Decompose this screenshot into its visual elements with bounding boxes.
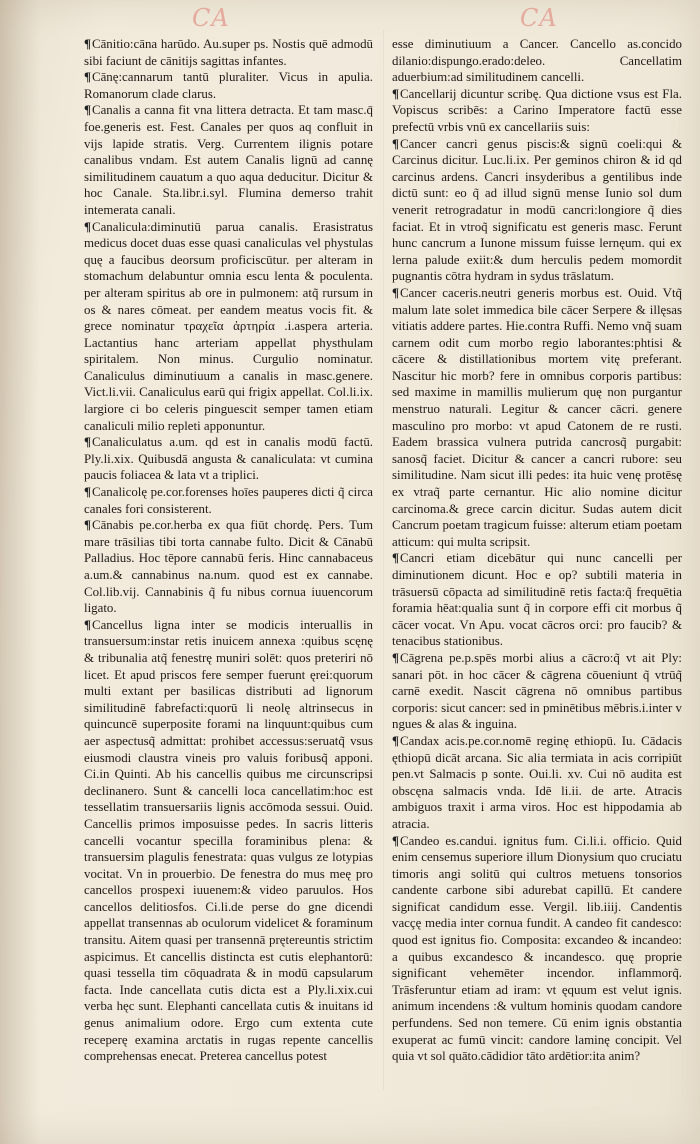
running-head-right: CA xyxy=(520,4,558,32)
pilcrow-icon: ¶ xyxy=(84,435,91,450)
pilcrow-icon: ¶ xyxy=(392,86,399,101)
pilcrow-icon: ¶ xyxy=(392,650,399,665)
pilcrow-icon: ¶ xyxy=(84,37,91,51)
entry-text: Canalis a canna fit vna littera detracta. Et tam masc.q̄ foe.generis est. Fest. Canales per quos aq confluit in vijs lapide stratis. Verg. Currentem ilignis potare canalibus vndam. Est autem Canalis lignū ad cannę similitudinem cauatum a quo aqua deducitur. Dicitur & hoc Canale. Sta.libr.i.syl. Flumina demerso trahit intemerata canali. xyxy=(84,103,373,217)
entry-text: Canalicula:diminutiū parua canalis. Erasistratus medicus docet duas esse quasi canaliculas vel phystulas quę a faucibus deorsum proficiscūtur. per alteram in stomachum delabuntur omnia escu lenta & poculenta. per alteram spiritus ab ore in pulmonem: atq̃ rursum in os & nares cōmeat. per eandem meatus vocis fit. & grece nominatur τραχεῖα ἀρτηρία .i.aspera arteria. Lactantius hanc arteriam appellat physthulam spiritalem. Non minus. Curgulio nominatur. Canaliculus diminutiuum a canalis in masc.genere. Vict.li.vii. Canaliculus earū qui frigix appellat. Col.li.ix. largiore ci bo celeris pinguescit semper tamen etiam canaliculi milio repleti apponuntur. xyxy=(84,219,373,433)
entry-text: Cānabis pe.cor.herba ex qua fiūt chordę. Pers. Tum mare trāsilias tibi torta cannabe fulto. Dicit & Cānabū Palladius. Hoc tēpore cannabū feris. Hinc cannabaceus a.um.& cannabinus na.num. quod est ex cannabe. Col.lib.vij. Cannabinis q̃ fu nibus cornua iuuencorum ligato. xyxy=(84,518,373,616)
entry-text: Cancer caceris.neutri generis morbus est. Ouid. Vtq̃ malum late solet immedica bile cācer Serpere & illęsas vitiatis addere partes. Hie.contra Ruffi. Nemo vnq̃ suam carnem odit cum morbo regio laborantes:phtisi & cācere & distillationibus mortem vitę preferant. Nascitur hic morb? fere in omnibus corporis partibus: sed maxime in mamillis mulierum quę non purgantur menstruo naturali. Legitur & cancer cācri. genere masculino pro morbo: vt apud Catonem de re rusti. Eadem brassica vulnera putrida cancrosq̃ purgabit: sanosq̃ faciet. Dicitur & cancer a cancri rubore: seu similitudine. Nam sicut illi pedes: ita huic venę protēsę ex vtraq̃ parte cernantur. Hic alio nomine dicitur carcinoma.& grece carcin dicitur. Sudas autem dicit Cancrum poetam tragicum fuisse: alterum etiam poetam atticum: qui multa scripsit. xyxy=(392,285,682,549)
entry-text: Candeo es.candui. ignitus fum. Ci.li.i. officio. Quid enim censemus superiore illum Dionysium quo cruciatu timoris angi solitū qui cultros metuens tonsorios candente carbone sibi adurebat capillū. Et candere significat candidum esse. Vergil. lib.iiij. Candentis vacçę media inter cornua fundit. A candeo fit candesco: quod est ignitus fio. Composita: excandeo & incandeo: a quibus excandesco & incandesco. quę proprie significant vehemēter incendor. inflammorq̃. Trāsferuntur etiam ad iram: vt ęquum est velut ignis. animum incendens :& vultum hominis quodam candore perfundens. Sed non temere. Cū enim ignis obstantia exuperat ac fumū vincit: candore laminę concipit. Vel quia vt sol quāto.cādidior tāto ardētior:ita anim? xyxy=(392,833,682,1064)
entry-text: Candax acis.pe.cor.nomē reginę ethiopū. Iu. Cādacis ęthiopū dicāt arcana. Sic alia termiata in acis corripiūt pen.vt Salmacis p sonte. Oui.li. xv. Cui nō audita est obscęna salmacis vnda. Idē li.ii. de arte. Atracis ambiguos traxit i arma viros. Hoc est hippodamia ab atracia. xyxy=(392,733,682,831)
entry-text: Canalicolę pe.cor.forenses hoīes pauperes dicti q̃ circa canales fori consisterent. xyxy=(84,485,373,516)
pilcrow-icon: ¶ xyxy=(84,485,91,500)
entry-text: Cānitio:cāna harūdo. Au.super ps. Nostis quē admodū sibi faciunt de cānitijs sagittas infantes. xyxy=(84,37,373,68)
entry-canitio xyxy=(84,36,373,69)
entry-cancri xyxy=(392,550,682,650)
entry-canalicula xyxy=(84,219,373,435)
entry-text: Cāgrena pe.p.spēs morbi alius a cācro:q̃ vt ait Ply: sanari pōt. in hoc cācer & cāgrena cōueniunt q̃ vtrūq̃ carnē exedit. Nascit cāgrena nō omnibus partibus corporis: sicut cancer: sed in pminētibus mēbris.i.inter v ngues & alas & inguina. xyxy=(392,650,682,732)
entry-cancellus xyxy=(84,617,373,1065)
entry-cannae xyxy=(84,69,373,102)
entry-text: Cancellarij dicuntur scribę. Qua dictione vsus est Fla. Vopiscus scribēs: a Carino Imperatore factū esse prefectū vrbis vnū ex cancellariis suis: xyxy=(392,86,682,134)
entry-cancellarii xyxy=(392,86,682,136)
entry-canalis xyxy=(84,102,373,218)
entry-cangrena xyxy=(392,650,682,733)
right-column xyxy=(392,36,682,1065)
pilcrow-icon: ¶ xyxy=(392,285,399,300)
entry-text: esse diminutiuum a Cancer. Cancello as.concido dilanio:dispungo.erado:deleo. Cancellatim aduerbium:ad similitudinem cancelli. xyxy=(392,37,682,85)
pilcrow-icon: ¶ xyxy=(84,617,91,632)
pilcrow-icon: ¶ xyxy=(392,733,399,748)
entry-text: Canaliculatus a.um. qd est in canalis modū factū. Ply.li.xix. Quibusdā angusta & canaliculata: vt cumina paucis foliacea & lata vt a triplici. xyxy=(84,435,373,483)
entry-canalicolae xyxy=(84,484,373,517)
entry-candeo xyxy=(392,833,682,1065)
pilcrow-icon: ¶ xyxy=(392,833,399,848)
entry-text: Cancri etiam dicebātur qui nunc cancelli per diminutionem dicunt. Hoc e op? subtili materia in trāsuersū cōpacta ad similitudinē retis facta:q̃ frequētia foramia hēat:qualia sunt q̃ in corpore effi cit morbus q̃ cācer vocat. Vn Apu. vocat cācros orci: pro faucib? & tenacibus stationibus. xyxy=(392,551,682,649)
pilcrow-icon: ¶ xyxy=(84,219,91,234)
pilcrow-icon: ¶ xyxy=(392,136,399,151)
entry-canaliculatus xyxy=(84,434,373,484)
entry-cancer-disease xyxy=(392,285,682,551)
entry-text: Cancellus ligna inter se modicis interuallis in transuersum:instar retis inuicem annexa :quibus scęnę & tribunalia atq̃ fenestrę muniri solēt: quos preteriri nō licet. Et apud priscos fere semper fuerunt ęrei:quorum multi extant per basilicas distributi ad lignorum similitudinē fabrefacti:quorū li neolę altrinsecus in quincuncē superposite forami na linquunt:quibus cum aer aspectusq̃ admittat: prohibet accessus:seruatq̃ vsus eiusmodi claustra vineis pro valuis foribusq̃ apponi. Ci.in Quinti. Ab his cancellis quibus me circunscripsi declinanero. Sunt & cancelli loca cancellatim:hoc est tessellatim transuersariis lignis accōmoda sessui. Ouid. Cancellis primos imposuisse pedes. In sacris litteris cancelli vocantur specilla foraminibus plena: & transuersim plagulis fenestrata: quas vulgus ze lotypias vocitat. Vn in prouerbio. De fenestra do mus meę pro cancellos prospexi iuuenem:& video paruulos. Hos cancellos delitiosfos. Ci.li.de perse do gne dicendi appellat transennas ab oculorum videlicet & foraminum transitu. Aitem quasi per transennā prętereuntis strictim aspicimus. Et cancellis distincta est cutis elephantorū: quasi tessella tim cōquadrata & in modū capsularum facta. Inde cancellata cutis dicta est a Ply.li.xix.cui verba hęc sunt. Elephanti cancellata cutis & inuitans id genus animalium odore. Ergo cum extenta cute receperę examina arctatis in rugas repente cancellis comprehensas enecat. Pretereа cancellus potest xyxy=(84,617,373,1064)
entry-candax xyxy=(392,733,682,833)
page-edge-shadow xyxy=(0,0,40,1144)
pilcrow-icon: ¶ xyxy=(392,551,399,566)
running-head-left: CA xyxy=(192,4,230,32)
entry-canabis xyxy=(84,517,373,617)
entry-continuation xyxy=(392,36,682,86)
left-column xyxy=(84,36,373,1065)
entry-cancer-crab xyxy=(392,136,682,285)
entry-text: Cancer cancri genus piscis:& signū coeli:qui & Carcinus dicitur. Luc.li.ix. Per geminos chiron & id qd carcinus ardens. Cancri insyderibus a gentilibus inde dictū sunt: eo q̃ ad illud signū mense Iunio sol dum venerit retrogradatur in modū cancri:longiore q̃ dies faciat. Et in vtroq̃ significatu est generis masc. Ferunt hunc cancrum a Iunone missum fuisse lernęum. qui ex lerna palude exiit:& dum herculis pedem momordit pugnantis cōtra hydram in sydus trāslatum. xyxy=(392,136,682,284)
pilcrow-icon: ¶ xyxy=(84,518,91,533)
column-gutter xyxy=(383,30,384,1090)
pilcrow-icon: ¶ xyxy=(84,103,91,118)
entry-text: Cānę:cannarum tantū pluraliter. Vicus in apulia. Romanorum clade clarus. xyxy=(84,70,373,101)
pilcrow-icon: ¶ xyxy=(84,70,91,85)
